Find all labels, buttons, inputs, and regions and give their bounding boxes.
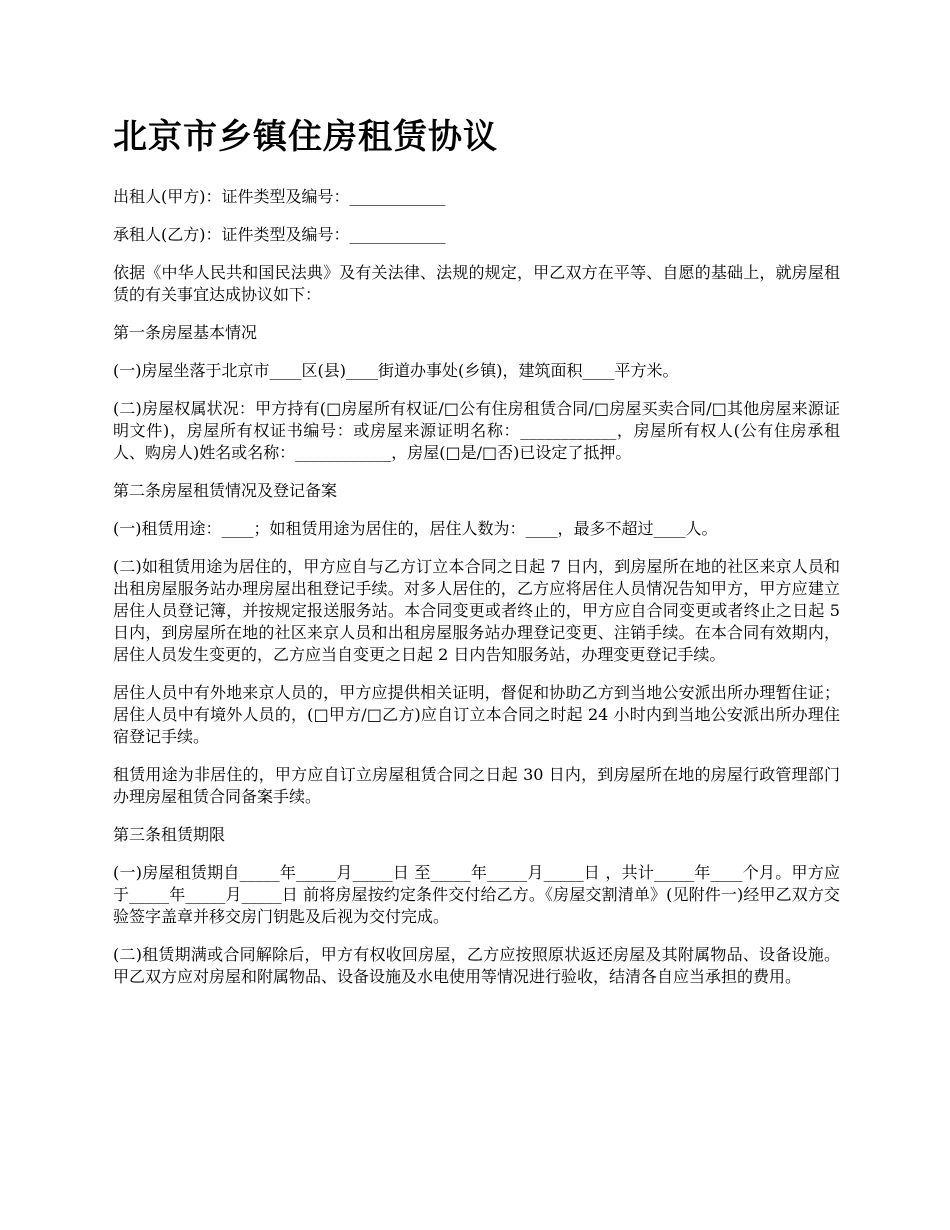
- article-3-clause-1: (一)房屋租赁期自_____年_____月_____日 至_____年_____月_____日 ，共计_____年____个月。甲方应于_____年_____月_____日 前将房屋按约定条件交付给乙方。《房屋交割清单》(见附件一)经甲乙双方交验签字盖章并移交房门钥匙及后视为交付完成。: [113, 863, 840, 926]
- preamble-paragraph: 依据《中华人民共和国民法典》及有关法律、法规的规定，甲乙双方在平等、自愿的基础上，就房屋租赁的有关事宜达成协议如下：: [113, 263, 840, 304]
- document-page: [113, 115, 840, 1004]
- article-2-heading: 第二条房屋租赁情况及登记备案: [113, 481, 338, 500]
- article-3-heading: 第三条租赁期限: [113, 825, 226, 844]
- article-2-nonlocal-residents: 居住人员中有外地来京人员的，甲方应提供相关证明，督促和协助乙方到当地公安派出所办理暂住证；居住人员中有境外人员的，(□甲方/□乙方)应自订立本合同之时起 24 小时内到当地公安派出所办理住宿登记手续。: [113, 683, 840, 746]
- article-3-clause-2: (二)租赁期满或合同解除后，甲方有权收回房屋，乙方应按照原状返还房屋及其附属物品、设备设施。甲乙双方应对房屋和附属物品、设备设施及水电使用等情况进行验收，结清各自应当承担的费用。: [113, 945, 840, 986]
- document-title: 北京市乡镇住房租赁协议: [113, 117, 498, 157]
- article-2-clause-1: (一)租赁用途：____；如租赁用途为居住的，居住人数为：____，最多不超过____人。: [113, 519, 718, 538]
- article-2-clause-2: (二)如租赁用途为居住的，甲方应自与乙方订立本合同之日起 7 日内，到房屋所在地的社区来京人员和出租房屋服务站办理房屋出租登记手续。对多人居住的，乙方应将居住人员情况告知甲方，甲方应建立居住人员登记簿，并按规定报送服务站。本合同变更或者终止的，甲方应自合同变更或者终止之日起 5 日内，到房屋所在地的社区来京人员和出租房屋服务站办理登记变更、注销手续。在本合同有效期内，居住人员发生变更的，乙方应当自变更之日起 2 日内告知服务站，办理变更登记手续。: [113, 557, 840, 664]
- article-1-clause-2: (二)房屋权属状况：甲方持有(□房屋所有权证/□公有住房租赁合同/□房屋买卖合同/□其他房屋来源证明文件)，房屋所有权证书编号：或房屋来源证明名称：____________，房屋所有权人(公有住房承租人、购房人)姓名或名称：____________，房屋(□是/□否)已设定了抵押。: [113, 399, 840, 462]
- article-2-non-residential: 租赁用途为非居住的，甲方应自订立房屋租赁合同之日起 30 日内，到房屋所在地的房屋行政管理部门办理房屋租赁合同备案手续。: [113, 765, 840, 806]
- lessor-line: 出租人(甲方)：证件类型及编号：____________: [113, 187, 446, 206]
- article-1-clause-1: (一)房屋坐落于北京市____区(县)____街道办事处(乡镇)，建筑面积____平方米。: [113, 361, 679, 380]
- lessee-line: 承租人(乙方)：证件类型及编号：____________: [113, 225, 446, 244]
- article-1-heading: 第一条房屋基本情况: [113, 323, 258, 342]
